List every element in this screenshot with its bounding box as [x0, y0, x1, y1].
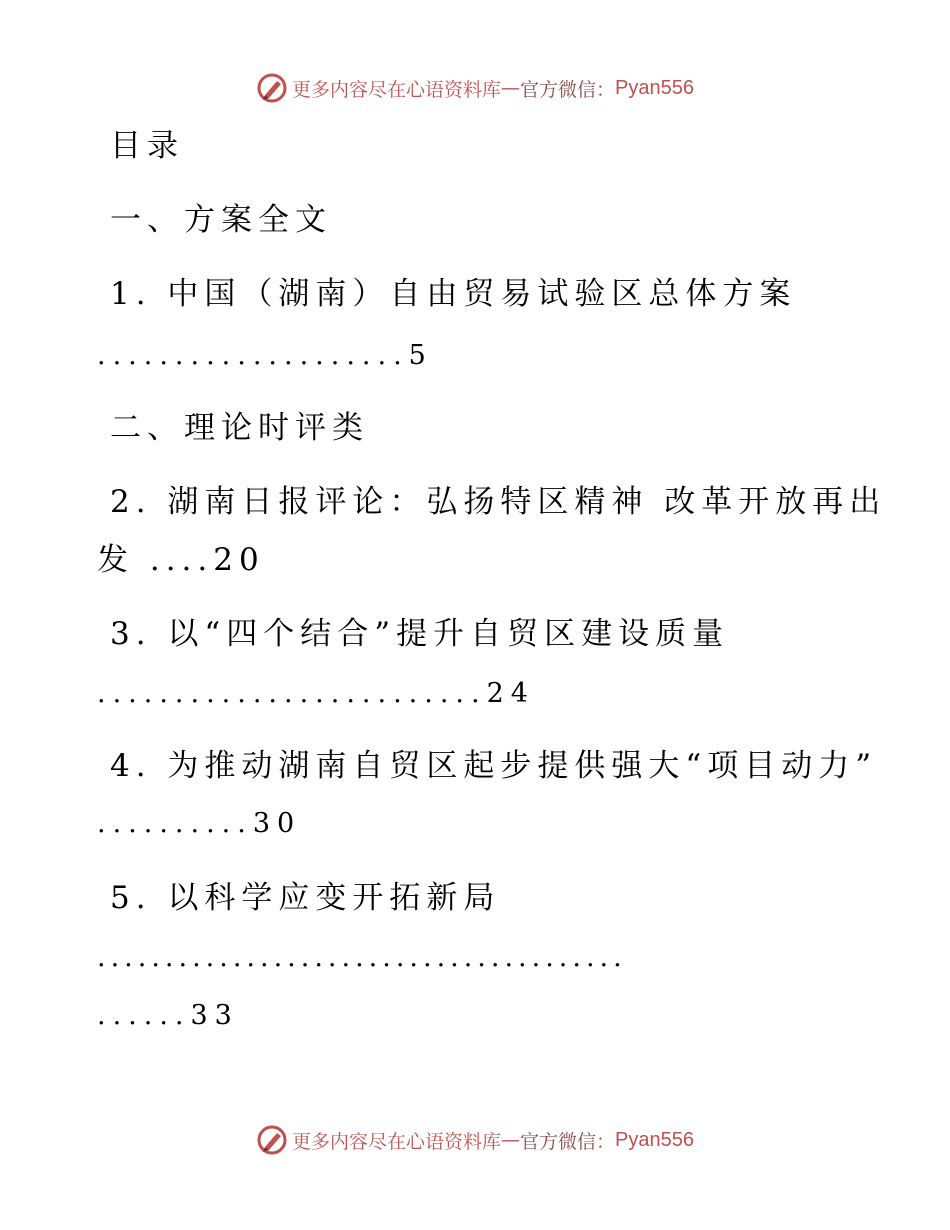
pen-logo-icon — [256, 72, 288, 104]
toc-section-1: 一、方案全文 — [110, 202, 332, 238]
toc-title: 目录 — [110, 128, 184, 164]
toc-item-1-title[interactable]: 1. 中国（湖南）自由贸易试验区总体方案 — [110, 276, 797, 312]
banner-wechat-id: Pyan556 — [615, 1128, 694, 1151]
banner-main-text: 更多内容尽在心语资料库 — [292, 78, 502, 101]
toc-item-4-leader: ..........30 — [97, 808, 302, 839]
toc-item-5-title[interactable]: 5. 以科学应变开拓新局 — [110, 880, 501, 916]
toc-section-2: 二、理论时评类 — [110, 410, 369, 446]
toc-item-3-leader: .........................24 — [97, 678, 535, 709]
toc-item-5-leader-end: ......33 — [97, 1000, 239, 1031]
toc-item-1-leader: ....................5 — [97, 340, 433, 371]
toc-item-2-title[interactable]: 2. 湖南日报评论：弘扬特区精神 改革开放再出 — [110, 484, 887, 520]
toc-item-2-continuation[interactable]: 发 ....20 — [97, 542, 265, 578]
banner-wechat-label: 官方微信： — [520, 78, 616, 101]
toc-item-3-title[interactable]: 3. 以“四个结合”提升自贸区建设质量 — [110, 616, 730, 652]
banner-wechat-id: Pyan556 — [615, 76, 694, 99]
toc-item-5-leader: ....................................... — [97, 942, 627, 973]
header-banner — [0, 72, 950, 104]
banner-separator: — — [501, 1129, 521, 1151]
banner-separator: — — [501, 77, 521, 99]
banner-wechat-label: 官方微信： — [520, 1130, 616, 1153]
footer-banner — [0, 1124, 950, 1156]
banner-main-text: 更多内容尽在心语资料库 — [292, 1130, 502, 1153]
pen-logo-icon — [256, 1124, 288, 1156]
toc-item-4-title[interactable]: 4. 为推动湖南自贸区起步提供强大“项目动力” — [110, 748, 878, 784]
